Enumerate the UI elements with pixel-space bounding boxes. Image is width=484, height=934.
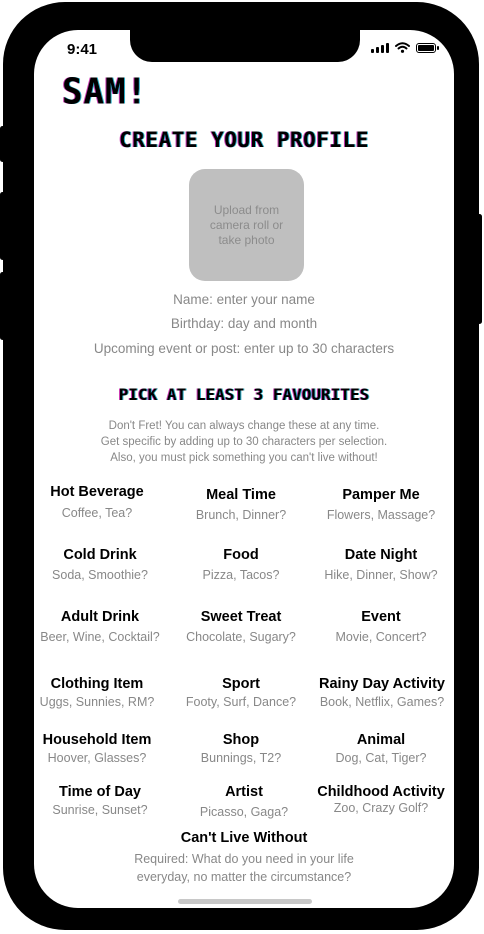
- favourite-childhood-activity[interactable]: [311, 784, 451, 815]
- favourite-clothing-item[interactable]: [34, 676, 167, 709]
- favourites-note: [34, 418, 454, 466]
- favourite-title: Animal: [356, 732, 406, 748]
- favourite-title: Time of Day: [59, 784, 141, 800]
- favourite-hint: Movie, Concert?: [335, 630, 427, 644]
- favourite-title: Event: [361, 609, 401, 625]
- photo-upload-button[interactable]: [189, 169, 304, 281]
- favourite-hint: Book, Netflix, Games?: [319, 695, 445, 709]
- favourite-title: Rainy Day Activity: [319, 676, 445, 692]
- favourite-title: Artist: [225, 784, 263, 800]
- favourite-artist[interactable]: [174, 784, 314, 819]
- favourite-hint: Footy, Surf, Dance?: [185, 695, 297, 709]
- note-line: Also, you must pick something you can't live without!: [110, 452, 378, 464]
- birthday-field[interactable]: Birthday: day and month: [170, 316, 318, 331]
- favourite-hint: Hike, Dinner, Show?: [324, 568, 438, 582]
- event-field[interactable]: Upcoming event or post: enter up to 30 characters: [93, 341, 395, 356]
- favourite-date-night[interactable]: [311, 547, 451, 582]
- screen: [34, 30, 454, 908]
- app-logo: SAM!: [62, 71, 148, 113]
- favourite-hint: Brunch, Dinner?: [195, 508, 287, 522]
- favourite-title: Clothing Item: [50, 676, 144, 692]
- photo-upload-label: Upload from camera roll or take photo: [209, 202, 284, 247]
- notch: [130, 30, 360, 62]
- favourite-animal[interactable]: [311, 732, 451, 765]
- favourite-title: Adult Drink: [60, 609, 140, 625]
- status-time: 9:41: [67, 41, 98, 58]
- favourite-event[interactable]: [311, 609, 451, 644]
- wifi-icon: [395, 42, 410, 53]
- favourite-household-item[interactable]: [34, 732, 167, 765]
- favourite-title: Childhood Activity: [317, 784, 445, 800]
- signal-icon: [371, 42, 389, 53]
- favourite-rainy-day-activity[interactable]: [312, 676, 452, 709]
- note-line: Don't Fret! You can always change these at any time.: [108, 420, 380, 432]
- favourite-hint: Chocolate, Sugary?: [186, 630, 296, 644]
- favourite-pamper-me[interactable]: [311, 487, 451, 522]
- favourite-hint: Zoo, Crazy Golf?: [333, 801, 429, 815]
- favourite-title: Can't Live Without: [180, 830, 308, 846]
- favourite-hint: Uggs, Sunnies, RM?: [39, 695, 155, 709]
- favourite-title: Sweet Treat: [200, 609, 282, 625]
- home-indicator[interactable]: [178, 899, 312, 904]
- note-line: Get specific by adding up to 30 characters per selection.: [100, 436, 388, 448]
- favourite-hint: Bunnings, T2?: [200, 751, 282, 765]
- favourite-sweet-treat[interactable]: [171, 609, 311, 644]
- mute-switch: [0, 126, 5, 162]
- volume-up-button: [0, 192, 5, 260]
- favourite-title: Household Item: [42, 732, 152, 748]
- favourite-title: Pamper Me: [342, 487, 420, 503]
- favourite-time-of-day[interactable]: [34, 784, 170, 817]
- favourite-hint: Dog, Cat, Tiger?: [335, 751, 427, 765]
- favourite-title: Cold Drink: [63, 547, 137, 563]
- favourite-title: Meal Time: [206, 487, 276, 503]
- favourite-cold-drink[interactable]: [34, 547, 170, 582]
- hint-line: Required: What do you need in your life: [134, 852, 354, 866]
- favourite-sport[interactable]: [171, 676, 311, 709]
- favourite-title: Date Night: [344, 547, 418, 563]
- favourite-hint: Hoover, Glasses?: [47, 751, 147, 765]
- battery-icon: [416, 43, 436, 53]
- favourites-heading: PICK AT LEAST 3 FAVOURITES: [118, 385, 370, 404]
- favourite-hint: Beer, Wine, Cocktail?: [40, 630, 160, 644]
- favourite-hint: Soda, Smoothie?: [52, 568, 148, 582]
- page-title: CREATE YOUR PROFILE: [119, 128, 369, 152]
- favourite-cant-live-without[interactable]: [94, 830, 394, 886]
- power-button: [477, 214, 482, 324]
- phone-frame: [3, 2, 479, 930]
- favourite-hint: Sunrise, Sunset?: [52, 803, 148, 817]
- favourite-hint: Pizza, Tacos?: [202, 568, 280, 582]
- hint-line: everyday, no matter the circumstance?: [136, 870, 352, 884]
- favourite-title: Shop: [222, 732, 260, 748]
- volume-down-button: [0, 272, 5, 340]
- favourite-shop[interactable]: [171, 732, 311, 765]
- favourite-food[interactable]: [171, 547, 311, 582]
- favourite-title: Hot Beverage: [50, 484, 144, 500]
- status-icons: [371, 42, 436, 53]
- favourite-meal-time[interactable]: [171, 487, 311, 522]
- favourite-hot-beverage[interactable]: [34, 484, 167, 520]
- favourite-adult-drink[interactable]: [34, 609, 170, 644]
- name-field[interactable]: Name: enter your name: [173, 292, 315, 307]
- favourite-hint: Flowers, Massage?: [326, 508, 436, 522]
- favourite-hint: [94, 850, 394, 886]
- favourite-title: Food: [223, 547, 259, 563]
- favourite-hint: Picasso, Gaga?: [199, 805, 289, 819]
- favourite-title: Sport: [222, 676, 260, 692]
- favourite-hint: Coffee, Tea?: [61, 506, 133, 520]
